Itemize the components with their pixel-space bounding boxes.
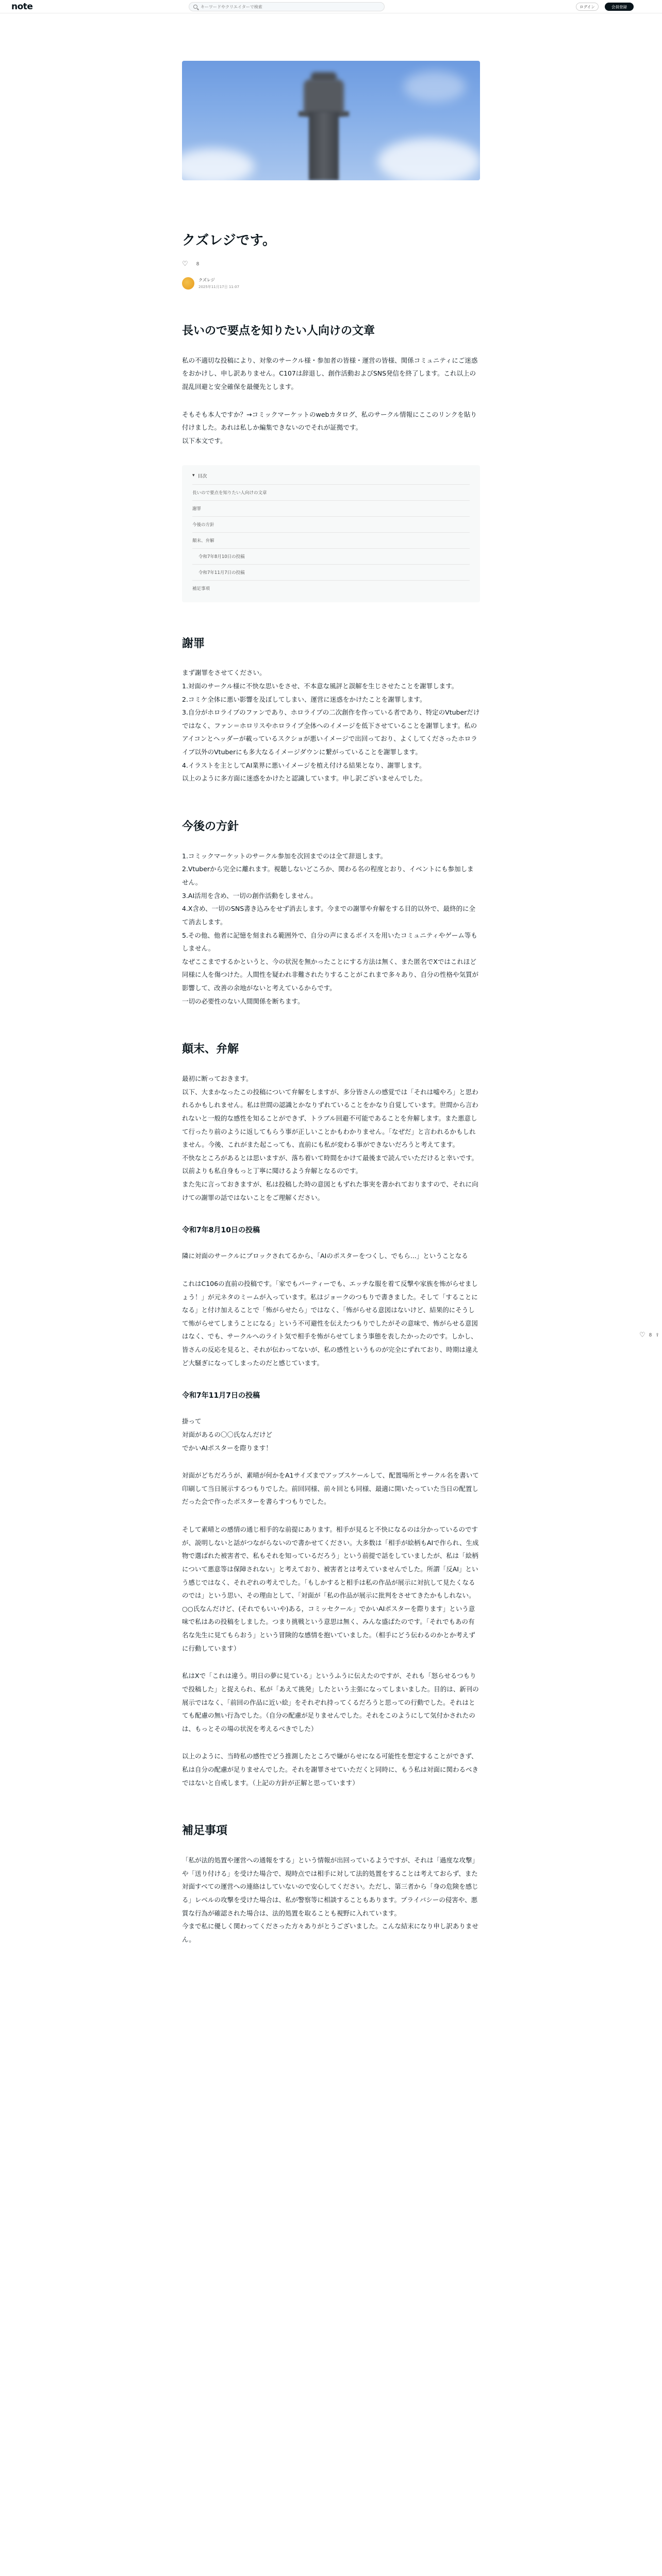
side-actions <box>639 1331 659 1339</box>
heart-icon[interactable]: ♡ <box>182 260 188 268</box>
toc-item[interactable]: 顛末、弁解 <box>192 533 470 549</box>
toc-item[interactable]: 補足事項 <box>192 586 210 591</box>
section-heading-policy: 今後の方針 <box>182 820 239 833</box>
paragraph: 以上のように、当時私の感性でどう推測したところで嫌がらせになる可能性を想定することができず、私は自分の配慮が足りませんでした。それを謝罪させていただくと同時に、もう私は対面に関わるべきではないと自戒します。（上記の方針が正解と思っています） <box>182 1752 479 1787</box>
search-icon <box>193 5 197 9</box>
section-heading-supplement: 補足事項 <box>182 1824 228 1838</box>
toc-item[interactable]: 令和7年11月7日の投稿 <box>192 565 470 581</box>
hero-image <box>182 61 480 180</box>
toc-item[interactable]: 今後の方針 <box>192 517 470 533</box>
like-count: 8 <box>196 261 200 267</box>
share-icon[interactable]: ⇪ <box>655 1332 659 1338</box>
supplement-text: 「私が法的処置や運営への通報をする」という情報が出回っているようですが、それは「過度な攻撃」や「送り付ける」を受けた場合で、現時点では相手に対して法的処置をすることは考えておらず、また対面すべての運営への連絡はしていないので安心してください。ただし、第三者から「身の危険を感じる」レベルの攻撃を受けた場合は、私が警察等に相談することもあります。プライバシーの侵害や、悪質な行為が確認された場合は、法的処置を取ることも視野に入れています。 今まで私に優しく関わってくださった方々ありがとうございました。こんな結末になり申し訳ありません。 <box>182 1856 479 1943</box>
search-box[interactable] <box>189 2 385 11</box>
article-main <box>182 61 480 1946</box>
side-like-count: 8 <box>649 1332 652 1338</box>
apology-text: まず謝罪をさせてください。 1.対面のサークル様に不快な思いをさせ、不本意な風評と誤解を生じさせたことを謝罪します。 2.コミケ全体に悪い影響を及ぼしてしまい、運営に迷惑をかけたことを謝罪します。 3.自分がホロライブのファンであり、ホロライブの二次創作を作っている者であり、特定のVtuberだけではなく、ファン＝ホロリスやホロライブ全体へのイメージを低下させていることを謝罪します。私のアイコンとヘッダーが載っているスクショが悪いイメージで出回っており、よくしてくださったホロライブ以外のVtuberにも多大なるイメージダウンに繋がっていることを謝罪します。 4.イラストを主としてAI業界に悪いイメージを植え付ける結果となり、謝罪します。 以上のように多方面に迷惑をかけたと認識しています。申し訳ございませんでした。 <box>182 669 480 783</box>
paragraph: これはC106の直前の投稿です。「家でもパーティーでも、エッチな服を着て反撃や家族を怖がらせましょう！」が元ネタのミームが入っています。私はジョークのつもりで書きました。そして「することになる」と付け加えることで「怖がらせたら」ではなく、「怖がらせる意図はないけど、結果的にそうして怖がらせてしまうことになる」という不可避性を伝えたつもりでしたがその意味で、怖がらせる意図はなく、でも、サークルへのライト気で相手を怖がらせてしまう事態を表したかったのです。しかし、皆さんの反応を見ると、それが伝わってないが、私の感性というものが完全にずれており、時期は違えど大騒ぎになってしまったのだと感じています。 <box>182 1279 478 1367</box>
paragraph: 対面がどちだろうが、素晴が何かをA1サイズまでアップスケールして、配置場所とサークル名を書いて印刷して当日展示するつもりでした。前回同様、前々回とも同様、最適に開いたっていた当日の配置しだった会で作ったポスターを書らすつもりでした。 <box>182 1471 479 1506</box>
search-input[interactable] <box>201 5 376 9</box>
chevron-down-icon: ▾ <box>192 473 195 479</box>
login-button[interactable]: ログイン <box>576 3 599 11</box>
section-heading-apology: 謝罪 <box>182 637 205 650</box>
paragraph: 私の不適切な投稿により、対象のサークル様・参加者の皆様・運営の皆様、関係コミュニティにご迷惑をおかけし、申し訳ありません。C107は辞退し、創作活動およびSNS発信を終了します。これ以上の混乱回避と安全確保を最優先とします。 <box>182 356 478 391</box>
background-intro: 最初に断っておきます。 以下、大まかなったこの投稿について弁解をしますが、多分皆さんの感覚では「それは嘘やろ」と思われるかもしれません。私は世間の認識とかなりずれていることをかなり自覚しています。世間から言われないと一般的な感性を知ることができず、トラブル回避不可能であることを弁解します。また悪意して行ったり前のように返してもらう事が正しいことかもわかりません。「なぜだ」と言われるかもしれません。今後、これがまた起こっても、直前にも私が変わる事ができないだろうと考えてます。 不快なところがあるとは思いますが、落ち着いて時間をかけて最後まで読んでいただけると幸いです。以前よりも私自身もっと丁寧に聞けるよう弁解となるのです。 また先に言っておきますが、私は投稿した時の意図ともずれた事実を書かれておりますので、それに向けての謝罪の話ではないことをご理解ください。 <box>182 1075 478 1201</box>
paragraph: 掛って 対面があるの〇〇氏なんだけど でかいAIポスターを際ります！ <box>182 1417 273 1452</box>
article-title: クズレジです。 <box>182 233 276 248</box>
paragraph: 隣に対面のサークルにブロックされてるから、「AIのポスターをつくし、でもら...」ということなる <box>182 1252 468 1260</box>
note-logo[interactable]: note <box>11 2 33 12</box>
table-of-contents <box>182 465 480 602</box>
toc-item[interactable]: 謝罪 <box>192 501 470 517</box>
top-bar <box>0 0 662 13</box>
subsection-heading-nov: 令和7年11月7日の投稿 <box>182 1392 260 1400</box>
like-row <box>182 260 480 268</box>
author-info <box>182 277 480 290</box>
paragraph: 私はXで「これは違う。明日の夢に見ている」というふうに伝えたのですが、それも「怒らせるつもりで投稿した」と捉えられ、私が「あえて挑発」したという主張になってしまいました。目的は、新刊の展示ではなく、「前回の作品に近い絵」をそれぞれ持ってくるだろうと思っての行動でした。それはとても配慮の無い行為でした。（自分の配慮が足りませんでした。それをこのようにして気付かされたのは、もっとその場の状況を考えるべきでした） <box>182 1672 479 1733</box>
subsection-heading-aug: 令和7年8月10日の投稿 <box>182 1226 260 1235</box>
toc-heading[interactable]: ▾ 目次 <box>192 472 470 485</box>
policy-text: 1.コミックマーケットのサークル参加を次回までのは全て辞退します。 2.Vtuberから完全に離れます。視聴しないどころか、関わる名の程度とおり、イベントにも参加しません。 3.AI活用を含め、一切の創作活動をしません。 4.X含め、一切のSNS書き込みをせず消去します。今までの謝罪や弁解をする目的以外で、最終的に全て消去します。 5.その他、他者に記憶を刻まれる範囲外で、自分の声にまるボイスを用いたコミュニティやゲーム等もしません。 なぜここまでするかというと、今の状況を無かったことにする方法は無く、また匿名でXではこれほど同様に人を傷つけた。人間性を疑われ非難されたりすることがこれまで多々あり、自分の性格や気質が影響して、改善の余地がないと考えているからです。 一切の必要性のない人間関係を断ちます。 <box>182 852 479 1005</box>
toc-item[interactable]: 令和7年8月10日の投稿 <box>192 549 470 565</box>
author-name[interactable]: クズレジ <box>198 278 215 282</box>
post-date: 2025年11月17日 11:07 <box>198 285 240 289</box>
avatar[interactable] <box>182 277 194 290</box>
section-heading-summary: 長いので要点を知りたい人向けの文章 <box>182 325 375 337</box>
section-heading-background: 顛末、弁解 <box>182 1043 239 1056</box>
toc-item[interactable]: 長いので要点を知りたい人向けの文章 <box>192 485 470 501</box>
side-heart-icon[interactable]: ♡ <box>639 1331 646 1339</box>
paragraph: そもそも本人ですか？→コミックマーケットのwebカタログ、私のサークル情報にここのリンクを貼り付けました。あれは私しか編集できないのでそれが証拠です。 以下本文です。 <box>182 410 477 445</box>
signup-button[interactable]: 会員登録 <box>605 3 634 11</box>
paragraph: そして素晴との感情の通じ相手的な前提にあります。相手が見ると不快になるのは分かっているのですが、説明しないと話がつながらないので書かせてください。大多数は「相手が絵柄もAIで作られ、生成物で選ばれた被害者で、私もそれを知っているだろう」という前提で話をしていましたが、私は「絵柄について悪意等は保障されない」と考えており、被害者とは考えていませんでした。所謂「反AI」という感じではなく、それぞれの考えでした。「もしかすると相手は私の作品が展示に対抗して見たくなるのでは」という思い、その理由として、「対面が「私の作品が展示に批判をさせてきたかもしれない。○○氏なんだけど、(それでもいいや)ある，コミッセクール」でかいAIポスターを際ります」という意味で私はあの投稿をしました。つまり挑戦という意思は無く、みんな盛ぱたのです。「それでもあの有名な先生に見てもらおう」という冒険的な感情を抱いていました。（相手にどう伝わるのかとか考えずに行動しています） <box>182 1526 479 1652</box>
